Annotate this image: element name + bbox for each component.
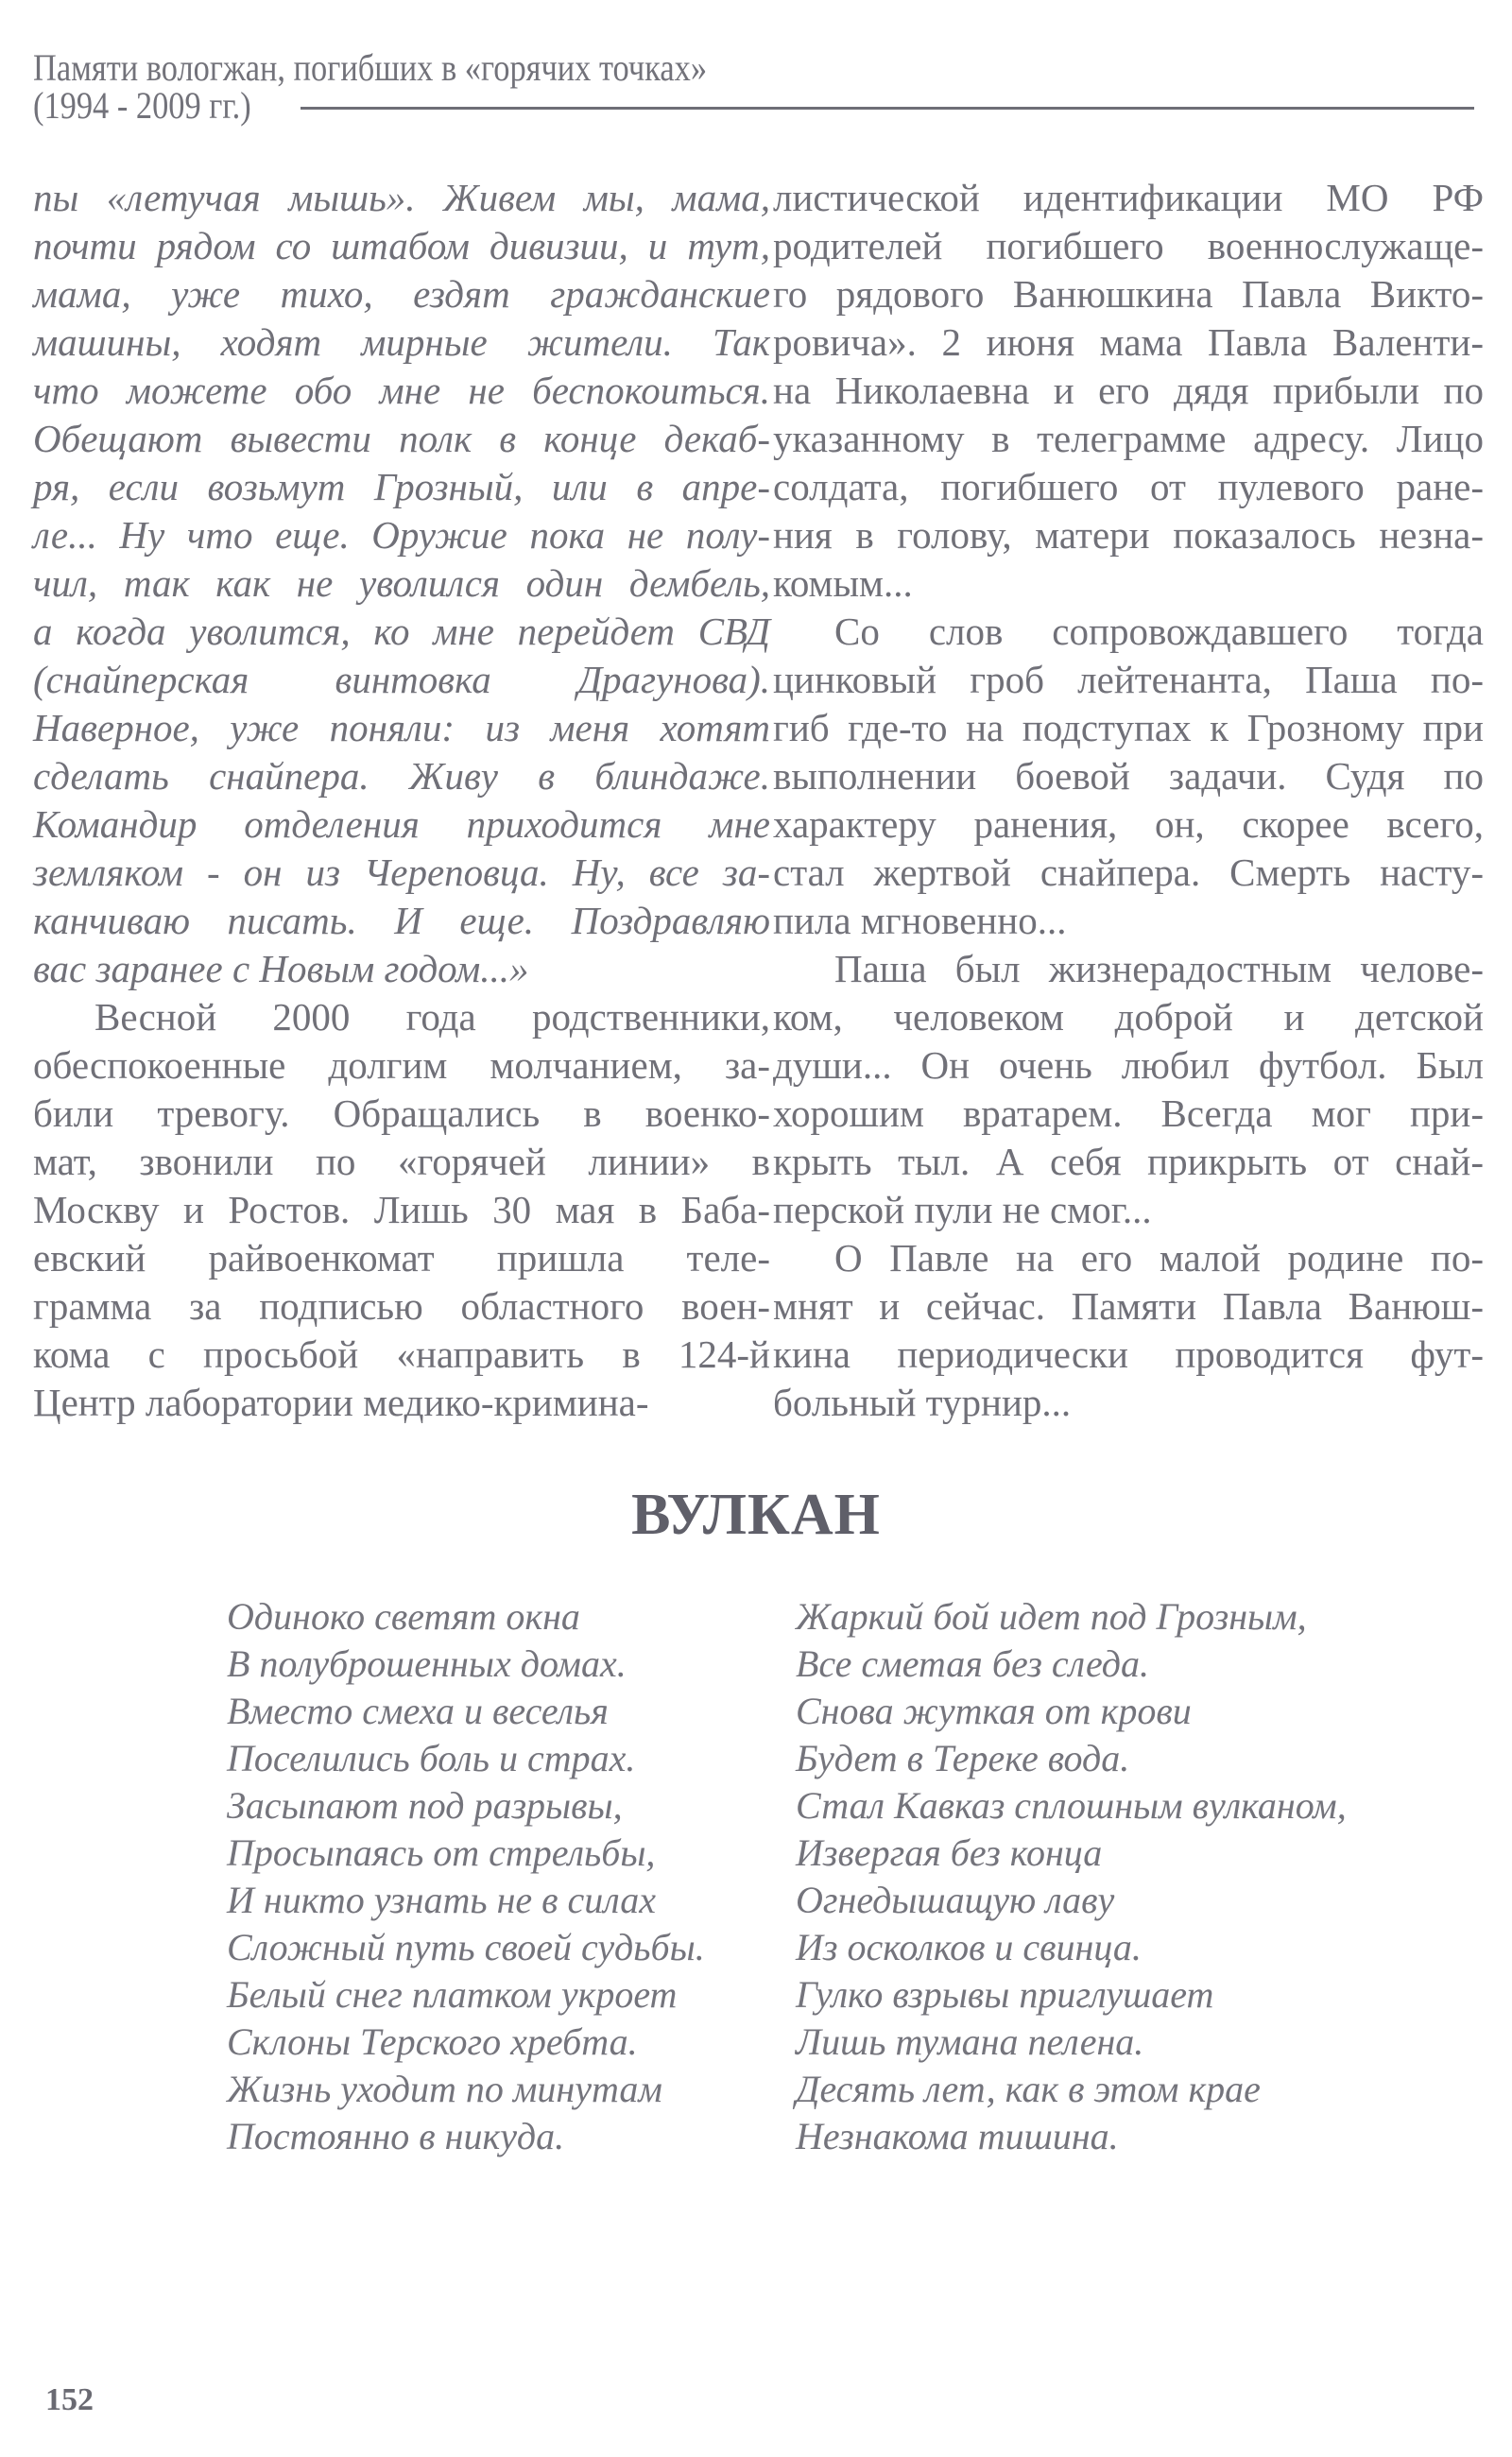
text-line: мат, звонили по «горячей линии» в (33, 1140, 770, 1183)
text-line-content: перской пули не смог... (773, 1188, 1152, 1231)
poem-line: Сложный путь своей судьбы. (227, 1926, 705, 1968)
text-line: листической идентификации МО РФ (773, 176, 1484, 219)
paragraph (773, 608, 1484, 945)
poem-line: Снова жуткая от крови (796, 1690, 1192, 1732)
text-line-content: больный турнир... (773, 1381, 1072, 1424)
text-line: ком, человеком доброй и детской (773, 995, 1484, 1039)
text-line: указанному в телеграмме адресу. Лицо (773, 417, 1484, 460)
text-line: ровича». 2 июня мама Павла Валенти- (773, 320, 1484, 364)
poem-line: И никто узнать не в силах (227, 1879, 656, 1921)
poem-line: Постоянно в никуда. (227, 2115, 565, 2157)
text-line: обеспокоенные долгим молчанием, за- (33, 1043, 770, 1087)
text-line: выполнении боевой задачи. Судя по (773, 754, 1484, 798)
text-line (773, 1186, 1484, 1234)
poem-line: Поселились боль и страх. (227, 1737, 636, 1779)
text-line: канчиваю писать. И еще. Поздравляю (33, 899, 770, 942)
text-line: го рядового Ванюшкина Павла Викто- (773, 272, 1484, 316)
text-line (33, 945, 770, 993)
poem-line: Огнедышащую лаву (796, 1879, 1115, 1921)
text-line: солдата, погибшего от пулевого ране- (773, 465, 1484, 508)
text-line: Обещают вывести полк в конце декаб- (33, 417, 770, 460)
text-line: кина периодически проводится фут- (773, 1332, 1484, 1376)
text-line: хорошим вратарем. Всегда мог при- (773, 1091, 1484, 1135)
poem-right-stanza (796, 1593, 1347, 2160)
text-line: машины, ходят мирные жители. Так (33, 320, 770, 364)
text-line-content: Центр лаборатории медико-кримина- (33, 1381, 649, 1424)
poem-title: ВУЛКАН (631, 1483, 881, 1547)
poem-line: Одиноко светят окна (227, 1595, 580, 1638)
poem-line: Жаркий бой идет под Грозным, (796, 1595, 1307, 1638)
poem-line: Гулко взрывы приглушает (796, 1973, 1214, 2016)
text-line: Москву и Ростов. Лишь 30 мая в Баба- (33, 1188, 770, 1231)
text-line: пы «летучая мышь». Живем мы, мама, (33, 176, 770, 219)
text-line: души... Он очень любил футбол. Был (773, 1043, 1484, 1087)
text-line: а когда уволится, ко мне перейдет СВД (33, 610, 770, 653)
poem-line: Все сметая без следа. (796, 1642, 1150, 1685)
text-line: стал жертвой снайпера. Смерть насту- (773, 850, 1484, 894)
text-line: Паша был жизнерадостным челове- (834, 947, 1484, 990)
text-line: цинковый гроб лейтенанта, Паша по- (773, 658, 1484, 701)
page-number: 152 (45, 2382, 94, 2417)
text-line: сделать снайпера. Живу в блиндаже. (33, 754, 770, 798)
text-line: чил, так как не уволился один дембель, (33, 561, 770, 605)
poem-line: Просыпаясь от стрельбы, (227, 1831, 656, 1874)
poem-line: Белый снег платком укроет (227, 1973, 678, 2016)
poem-line: Засыпают под разрывы, (227, 1784, 623, 1827)
poem-line: Извергая без конца (796, 1831, 1103, 1874)
text-line: О Павле на его малой родине по- (834, 1236, 1484, 1280)
running-header-years: (1994 - 2009 гг.) (33, 84, 251, 127)
text-line: Наверное, уже поняли: из меня хотят (33, 706, 770, 749)
paragraph (773, 1234, 1484, 1427)
poem-line: Из осколков и свинца. (796, 1926, 1142, 1968)
text-line (773, 897, 1484, 945)
text-line: ря, если возьмут Грозный, или в апре- (33, 465, 770, 508)
article-right-column (773, 174, 1484, 1427)
text-line (773, 1379, 1484, 1427)
text-line: характеру ранения, он, скорее всего, (773, 802, 1484, 846)
poem-line: Жизнь уходит по минутам (227, 2068, 662, 2110)
text-line (773, 559, 1484, 608)
text-line: земляком - он из Череповца. Ну, все за- (33, 850, 770, 894)
poem-line: Лишь тумана пелена. (796, 2020, 1144, 2063)
text-line (33, 1379, 770, 1427)
poem-line: Десять лет, как в этом крае (796, 2068, 1261, 2110)
text-line: почти рядом со штабом дивизии, и тут, (33, 224, 770, 267)
text-line: ния в голову, матери показалось незна- (773, 513, 1484, 557)
header-rule (301, 107, 1474, 110)
paragraph (773, 174, 1484, 608)
paragraph (773, 945, 1484, 1234)
poem-line: Стал Кавказ сплошным вулканом, (796, 1784, 1347, 1827)
text-line: евский райвоенкомат пришла теле- (33, 1236, 770, 1280)
text-line: Командир отделения приходится мне (33, 802, 770, 846)
text-line: (снайперская винтовка Драгунова). (33, 658, 770, 701)
poem-line: Незнакома тишина. (796, 2115, 1119, 2157)
text-line: Весной 2000 года родственники, (94, 995, 770, 1039)
article-left-column (33, 174, 770, 1427)
text-line: родителей погибшего военнослужаще- (773, 224, 1484, 267)
poem-line: Склоны Терского хребта. (227, 2020, 638, 2063)
text-line: грамма за подписью областного воен- (33, 1284, 770, 1328)
text-line: мама, уже тихо, ездят гражданские (33, 272, 770, 316)
text-line-content: комым... (773, 561, 913, 605)
text-line: мнят и сейчас. Памяти Павла Ванюш- (773, 1284, 1484, 1328)
text-line-content: пила мгновенно... (773, 899, 1067, 942)
text-line: Со слов сопровождавшего тогда (834, 610, 1484, 653)
running-header-title: Памяти вологжан, погибших в «горячих точках» (33, 46, 708, 89)
text-line: били тревогу. Обращались в военко- (33, 1091, 770, 1135)
text-line: что можете обо мне не беспокоиться. (33, 369, 770, 412)
text-line: на Николаевна и его дядя прибыли по (773, 369, 1484, 412)
poem-line: Вместо смеха и веселья (227, 1690, 609, 1732)
poem-left-stanza (227, 1593, 705, 2160)
text-line: ле... Ну что еще. Оружие пока не полу- (33, 513, 770, 557)
text-line-content: вас заранее с Новым годом...» (33, 947, 529, 990)
text-line: гиб где-то на подступах к Грозному при (773, 706, 1484, 749)
poem-line: Будет в Тереке вода. (796, 1737, 1130, 1779)
text-line: кома с просьбой «направить в 124-й (33, 1332, 770, 1376)
paragraph (33, 174, 770, 993)
text-line: крыть тыл. А себя прикрыть от снай- (773, 1140, 1484, 1183)
paragraph (33, 993, 770, 1427)
poem-line: В полуброшенных домах. (227, 1642, 627, 1685)
